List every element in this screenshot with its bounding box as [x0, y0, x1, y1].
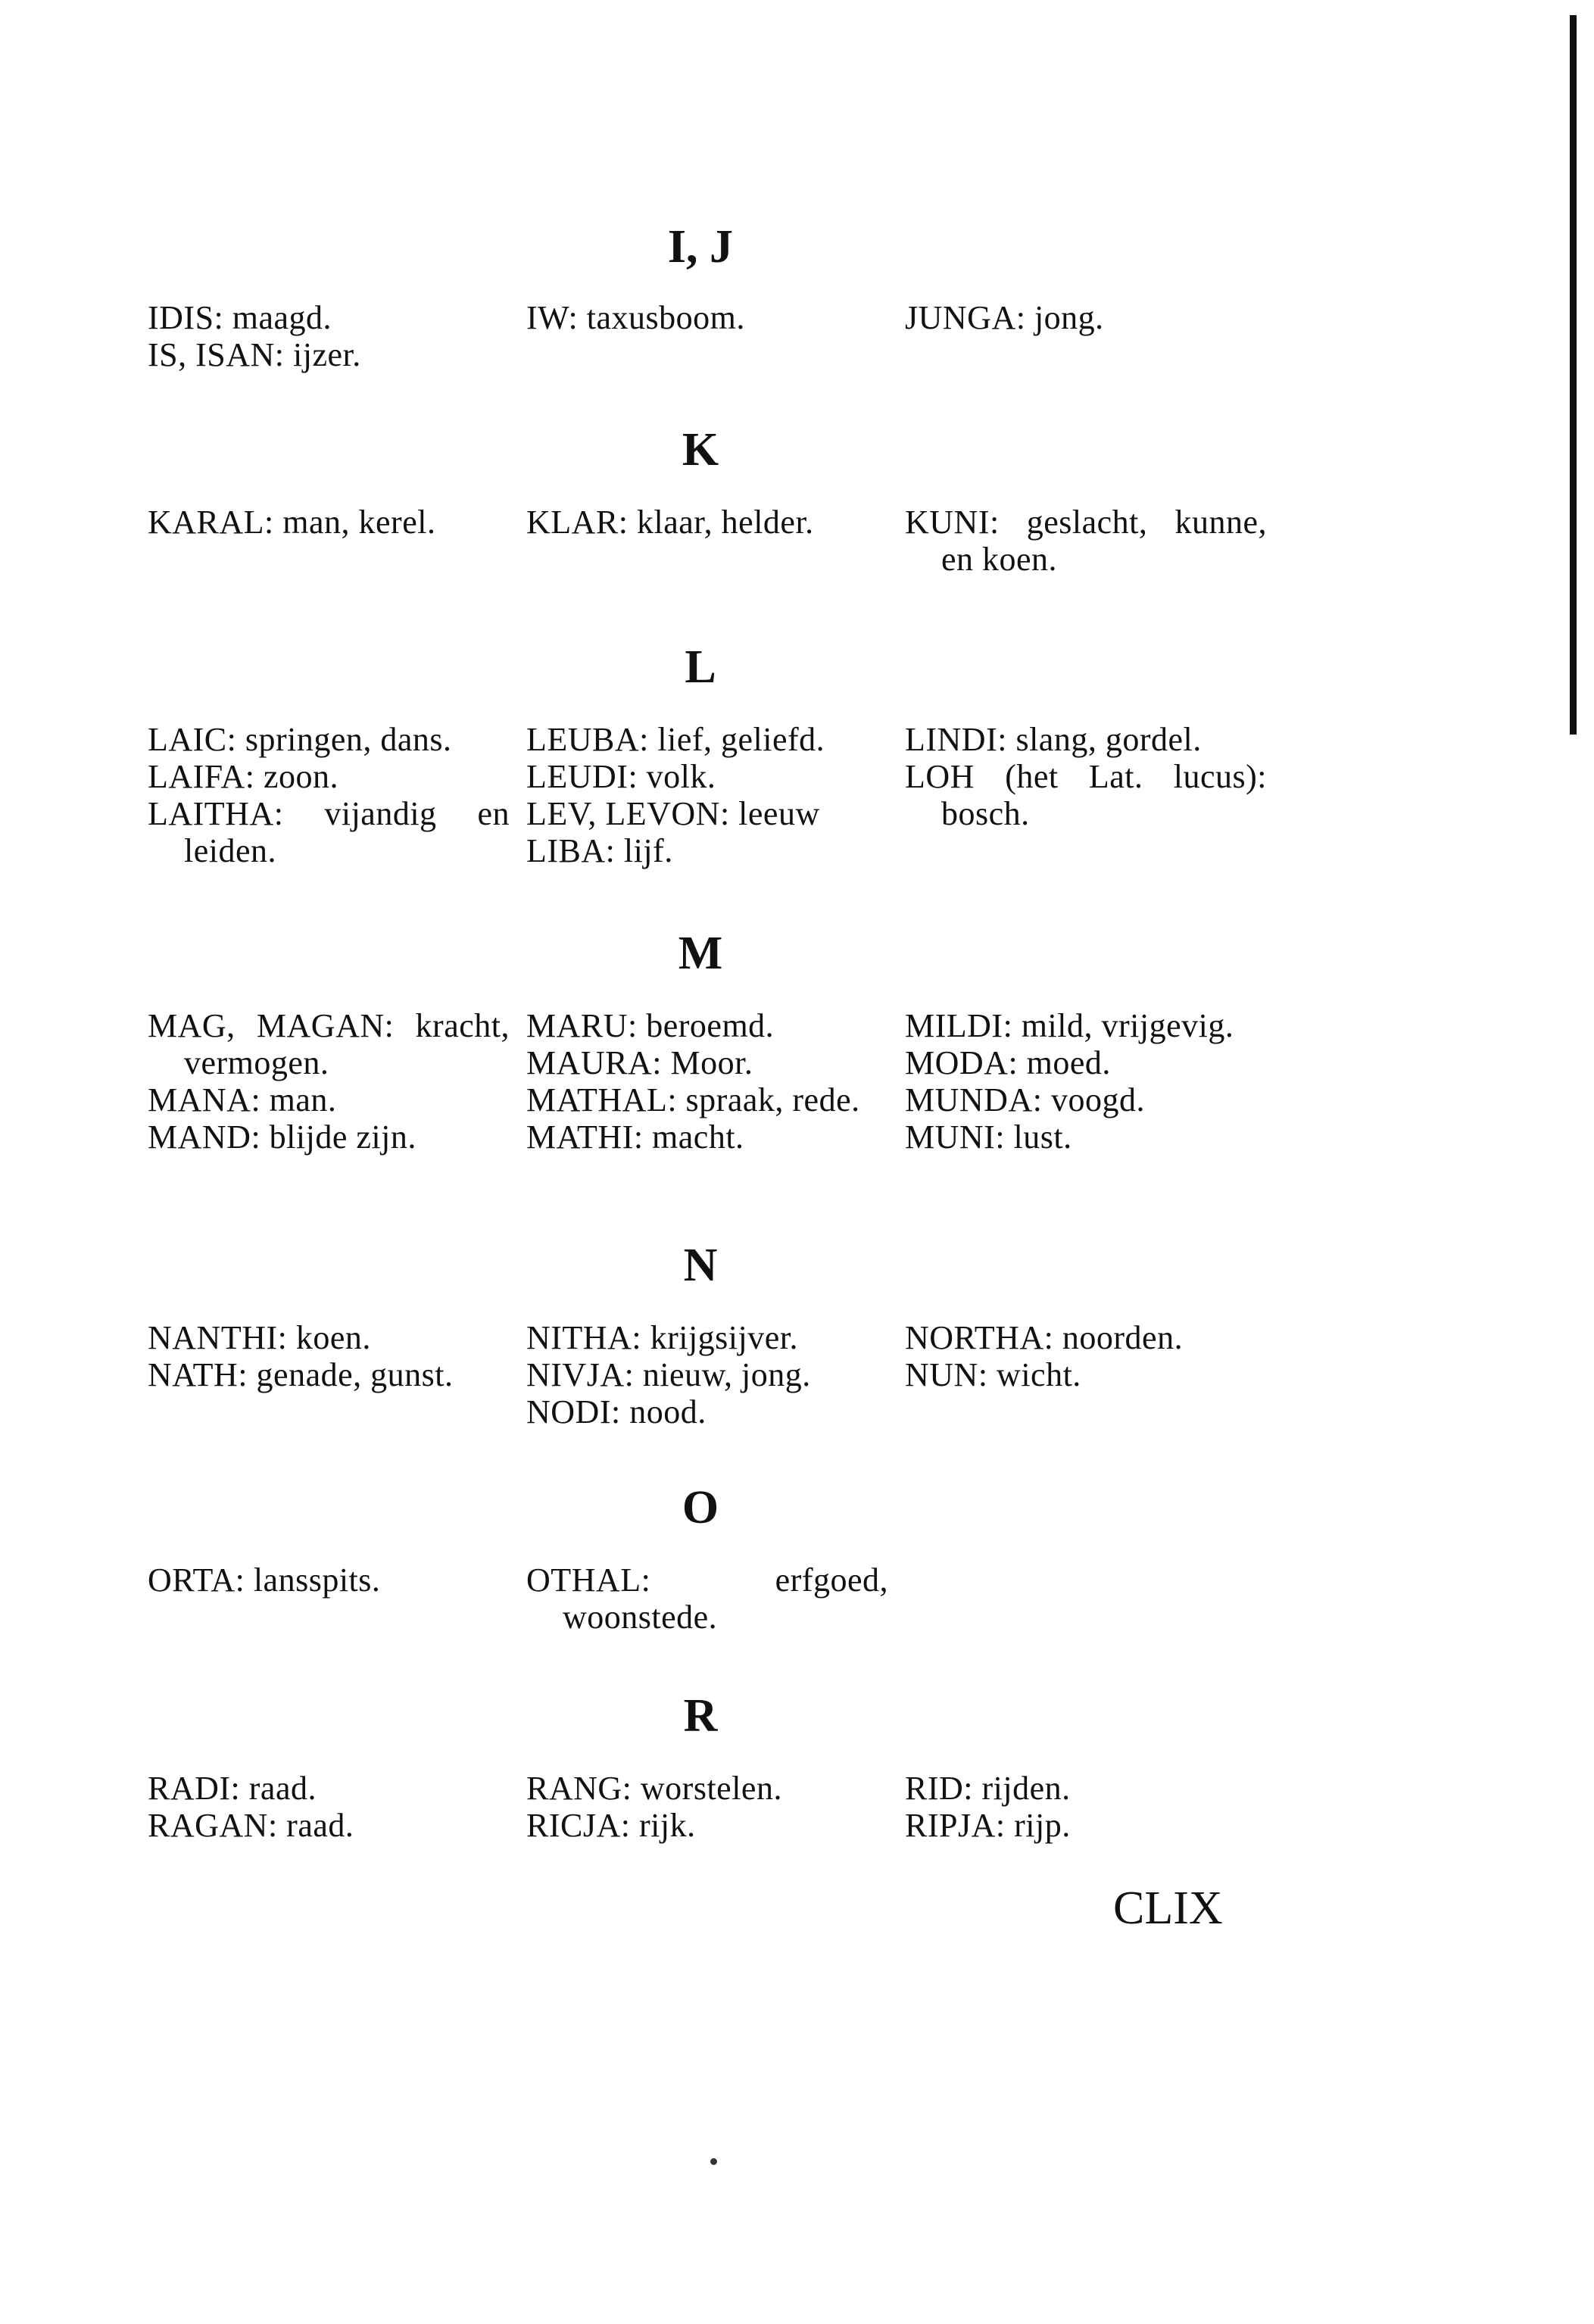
- section-n: [148, 1242, 1253, 1430]
- section-heading: N: [683, 1240, 718, 1291]
- entry: LEUBA: lief, geliefd.: [526, 721, 825, 758]
- entry: LEUDI: volk.: [526, 758, 716, 795]
- entry: KARAL: man, kerel.: [148, 504, 436, 541]
- column-3: [905, 504, 1267, 578]
- section-i-j: [148, 223, 1253, 373]
- entry: LAIC: springen, dans.: [148, 721, 452, 758]
- column-3: [905, 1007, 1253, 1156]
- entry: MATHAL: spraak, rede.: [526, 1081, 860, 1118]
- column-3: [905, 299, 1253, 373]
- section-o: [148, 1484, 1253, 1636]
- column-2: [526, 1007, 905, 1156]
- section-heading: K: [682, 424, 719, 476]
- entry: RID: rijden.: [905, 1770, 1071, 1807]
- entry: NANTHI: koen.: [148, 1319, 371, 1356]
- column-2: [526, 1561, 905, 1636]
- entry: NORTHA: noorden.: [905, 1319, 1184, 1356]
- entry: MUNDA: voogd.: [905, 1081, 1145, 1118]
- entry: MATHI: macht.: [526, 1118, 744, 1156]
- column-3: [905, 1561, 1253, 1636]
- entry: NATH: genade, gunst.: [148, 1356, 454, 1393]
- section-heading: M: [678, 928, 723, 979]
- column-2: [526, 299, 905, 373]
- entry: LAITHA: vijandig en leiden.: [148, 795, 510, 869]
- entry: LINDI: slang, gordel.: [905, 721, 1202, 758]
- column-1: [148, 1007, 526, 1156]
- column-1: [148, 721, 526, 869]
- entry: NUN: wicht.: [905, 1356, 1081, 1393]
- speck: [710, 2158, 717, 2165]
- column-2: [526, 1770, 905, 1844]
- column-1: [148, 1319, 526, 1430]
- entry: IS, ISAN: ijzer.: [148, 336, 361, 373]
- column-1: [148, 1770, 526, 1844]
- section-m: [148, 930, 1253, 1156]
- entry: LAIFA: zoon.: [148, 758, 339, 795]
- column-3: [905, 1319, 1253, 1430]
- page-number: CLIX: [1113, 1883, 1223, 1934]
- column-3: [905, 721, 1267, 869]
- entry: MODA: moed.: [905, 1044, 1111, 1081]
- entry: NITHA: krijgsijver.: [526, 1319, 799, 1356]
- entry: RAGAN: raad.: [148, 1807, 354, 1844]
- entry: MUNI: lust.: [905, 1118, 1072, 1156]
- section-heading: R: [683, 1690, 718, 1742]
- column-2: [526, 721, 905, 869]
- entry: KUNI: geslacht, kunne, en koen.: [905, 504, 1267, 578]
- entry: NIVJA: nieuw, jong.: [526, 1356, 811, 1393]
- entry: JUNGA: jong.: [905, 299, 1104, 336]
- entry: LOH (het Lat. lucus): bosch.: [905, 758, 1267, 832]
- column-1: [148, 504, 526, 578]
- entry: KLAR: klaar, helder.: [526, 504, 814, 541]
- entry: RIPJA: rijp.: [905, 1807, 1071, 1844]
- entry: MAG, MAGAN: kracht, vermogen.: [148, 1007, 510, 1081]
- entry: NODI: nood.: [526, 1393, 707, 1430]
- column-3: [905, 1770, 1253, 1844]
- entry: LIBA: lijf.: [526, 832, 673, 869]
- section-r: [148, 1692, 1253, 1844]
- entry: IW: taxusboom.: [526, 299, 745, 336]
- section-l: [148, 641, 1267, 869]
- entry: IDIS: maagd.: [148, 299, 332, 336]
- entry: MILDI: mild, vrijgevig.: [905, 1007, 1234, 1044]
- entry: MAND: blijde zijn.: [148, 1118, 416, 1156]
- column-1: [148, 1561, 526, 1636]
- column-2: [526, 1319, 905, 1430]
- entry: RANG: worstelen.: [526, 1770, 782, 1807]
- section-heading: I, J: [667, 221, 734, 273]
- entry: MANA: man.: [148, 1081, 337, 1118]
- margin-rule: [1570, 15, 1577, 735]
- section-heading: O: [682, 1482, 719, 1533]
- section-heading: L: [685, 641, 716, 693]
- entry: MAURA: Moor.: [526, 1044, 753, 1081]
- entry: MARU: beroemd.: [526, 1007, 775, 1044]
- entry: LEV, LEVON: leeuw: [526, 795, 820, 832]
- column-2: [526, 504, 905, 578]
- column-1: [148, 299, 526, 373]
- entry: OTHAL: erfgoed, woonstede.: [526, 1561, 888, 1636]
- entry: ORTA: lansspits.: [148, 1561, 381, 1599]
- section-k: [148, 424, 1267, 578]
- entry: RICJA: rijk.: [526, 1807, 696, 1844]
- entry: RADI: raad.: [148, 1770, 317, 1807]
